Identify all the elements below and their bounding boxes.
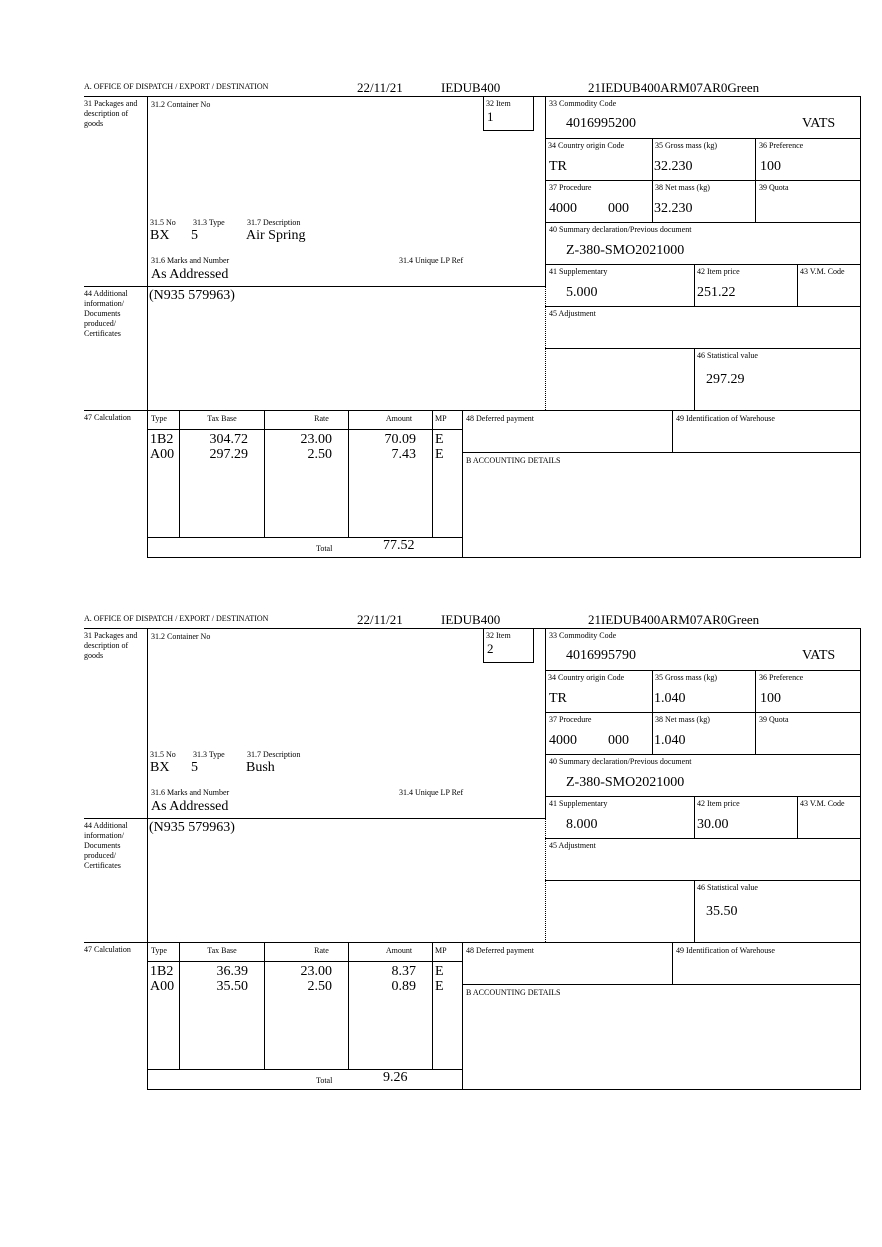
package-no: BX [150, 760, 170, 775]
col-amount-label: Amount [385, 946, 413, 955]
summary-declaration: Z-380-SMO2021000 [566, 775, 685, 790]
statistical-value: 35.50 [706, 904, 738, 919]
country-origin: TR [549, 159, 567, 174]
net-mass: 32.230 [654, 201, 693, 216]
calculation-label: 47 Calculation [84, 945, 131, 954]
total-amount: 9.26 [383, 1070, 408, 1085]
item-label: 32 Item [486, 99, 511, 108]
tax-amount: 70.09 [384, 432, 416, 447]
commodity-code-label: 33 Commodity Code [549, 99, 617, 108]
container-no-label: 31.2 Container No [151, 100, 211, 109]
col-rate-label: Rate [314, 946, 329, 955]
marks-label: 31.6 Marks and Number [151, 256, 230, 265]
additional-info-label: 44 Additional information/ Documents produced/ Certificates [84, 821, 128, 870]
office-dispatch-label: A. OFFICE OF DISPATCH / EXPORT / DESTINATION [84, 82, 269, 91]
declaration-sheet [0, 612, 882, 1132]
item-price-label: 42 Item price [697, 799, 740, 808]
goods-description: Bush [246, 760, 275, 775]
additional-info-label: 44 Additional information/ Documents produced/ Certificates [84, 289, 128, 338]
gross-mass-label: 35 Gross mass (kg) [655, 673, 717, 682]
col-tax-base-label: Tax Base [207, 946, 237, 955]
goods-description: Air Spring [246, 228, 306, 243]
calculation-label: 47 Calculation [84, 413, 131, 422]
preference-label: 36 Preference [759, 141, 804, 150]
container-no-label: 31.2 Container No [151, 632, 211, 641]
preference: 100 [760, 691, 781, 706]
marks: As Addressed [151, 799, 229, 814]
item-number: 1 [487, 109, 494, 124]
unique-lp-ref-label: 31.4 Unique LP Ref [399, 788, 464, 797]
office-dispatch-label: A. OFFICE OF DISPATCH / EXPORT / DESTINATION [84, 614, 269, 623]
procedure-extra: 000 [608, 201, 629, 216]
tax-amount: 0.89 [391, 979, 416, 994]
tax-mp: E [435, 964, 444, 979]
commodity-code: 4016995200 [566, 116, 636, 131]
item-label: 32 Item [486, 631, 511, 640]
package-no-label: 31.5 No [150, 218, 176, 227]
tax-rate: 2.50 [307, 447, 332, 462]
accounting-details-label: B ACCOUNTING DETAILS [466, 988, 561, 997]
gross-mass: 32.230 [654, 159, 693, 174]
col-mp-label: MP [435, 946, 447, 955]
gross-mass-label: 35 Gross mass (kg) [655, 141, 717, 150]
package-no: BX [150, 228, 170, 243]
vm-code-label: 43 V.M. Code [800, 799, 845, 808]
preference-label: 36 Preference [759, 673, 804, 682]
accounting-details-label: B ACCOUNTING DETAILS [466, 456, 561, 465]
tax-base: 35.50 [216, 979, 248, 994]
net-mass-label: 38 Net mass (kg) [655, 183, 710, 192]
tax-base: 297.29 [209, 447, 248, 462]
package-type-label: 31.3 Type [193, 750, 225, 759]
col-amount-label: Amount [385, 414, 413, 423]
commodity-suffix: VATS [802, 648, 836, 663]
marks: As Addressed [151, 267, 229, 282]
quota-label: 39 Quota [759, 715, 789, 724]
tax-rate: 23.00 [300, 432, 332, 447]
tax-mp: E [435, 432, 444, 447]
total-label: Total [316, 544, 333, 553]
packages-label: 31 Packages and description of goods [84, 631, 138, 660]
warehouse-id-label: 49 Identification of Warehouse [676, 414, 775, 423]
description-label: 31.7 Description [247, 218, 301, 227]
declaration-date: 22/11/21 [357, 612, 403, 627]
deferred-payment-label: 48 Deferred payment [466, 946, 534, 955]
item-price: 251.22 [697, 285, 736, 300]
commodity-suffix: VATS [802, 116, 836, 131]
tax-amount: 7.43 [391, 447, 416, 462]
col-tax-base-label: Tax Base [207, 414, 237, 423]
unique-lp-ref-label: 31.4 Unique LP Ref [399, 256, 464, 265]
tax-amount: 8.37 [391, 964, 416, 979]
net-mass-label: 38 Net mass (kg) [655, 715, 710, 724]
supplementary: 8.000 [566, 817, 598, 832]
country-origin-label: 34 Country origin Code [548, 141, 625, 150]
col-type-label: Type [151, 414, 167, 423]
package-type-label: 31.3 Type [193, 218, 225, 227]
adjustment-label: 45 Adjustment [549, 841, 596, 850]
commodity-code: 4016995790 [566, 648, 636, 663]
packages-label: 31 Packages and description of goods [84, 99, 138, 128]
tax-rate: 2.50 [307, 979, 332, 994]
tax-mp: E [435, 979, 444, 994]
declaration-sheet [0, 80, 882, 600]
vm-code-label: 43 V.M. Code [800, 267, 845, 276]
gross-mass: 1.040 [654, 691, 686, 706]
office-code: IEDUB400 [441, 80, 501, 95]
procedure-extra: 000 [608, 733, 629, 748]
col-mp-label: MP [435, 414, 447, 423]
tax-type: A00 [150, 447, 175, 462]
preference: 100 [760, 159, 781, 174]
package-type: 5 [191, 228, 198, 243]
tax-base: 36.39 [216, 964, 248, 979]
col-rate-label: Rate [314, 414, 329, 423]
tax-mp: E [435, 447, 444, 462]
statistical-value: 297.29 [706, 372, 745, 387]
tax-base: 304.72 [209, 432, 248, 447]
summary-declaration: Z-380-SMO2021000 [566, 243, 685, 258]
description-label: 31.7 Description [247, 750, 301, 759]
item-price-label: 42 Item price [697, 267, 740, 276]
procedure-label: 37 Procedure [549, 183, 592, 192]
commodity-code-label: 33 Commodity Code [549, 631, 617, 640]
adjustment-label: 45 Adjustment [549, 309, 596, 318]
declaration-date: 22/11/21 [357, 80, 403, 95]
warehouse-id-label: 49 Identification of Warehouse [676, 946, 775, 955]
col-type-label: Type [151, 946, 167, 955]
package-type: 5 [191, 760, 198, 775]
quota-label: 39 Quota [759, 183, 789, 192]
supplementary: 5.000 [566, 285, 598, 300]
item-number: 2 [487, 641, 494, 656]
summary-declaration-label: 40 Summary declaration/Previous document [549, 225, 692, 234]
additional-info: (N935 579963) [149, 820, 235, 835]
statistical-value-label: 46 Statistical value [697, 351, 758, 360]
total-amount: 77.52 [383, 538, 415, 553]
tax-type: 1B2 [150, 964, 174, 979]
supplementary-label: 41 Supplementary [549, 799, 608, 808]
country-origin-label: 34 Country origin Code [548, 673, 625, 682]
tax-rate: 23.00 [300, 964, 332, 979]
procedure: 4000 [549, 201, 577, 216]
supplementary-label: 41 Supplementary [549, 267, 608, 276]
summary-declaration-label: 40 Summary declaration/Previous document [549, 757, 692, 766]
country-origin: TR [549, 691, 567, 706]
declaration-reference: 21IEDUB400ARM07AR0Green [588, 80, 760, 95]
statistical-value-label: 46 Statistical value [697, 883, 758, 892]
procedure: 4000 [549, 733, 577, 748]
total-label: Total [316, 1076, 333, 1085]
deferred-payment-label: 48 Deferred payment [466, 414, 534, 423]
marks-label: 31.6 Marks and Number [151, 788, 230, 797]
item-price: 30.00 [697, 817, 729, 832]
procedure-label: 37 Procedure [549, 715, 592, 724]
net-mass: 1.040 [654, 733, 686, 748]
tax-type: A00 [150, 979, 175, 994]
additional-info: (N935 579963) [149, 288, 235, 303]
office-code: IEDUB400 [441, 612, 501, 627]
declaration-reference: 21IEDUB400ARM07AR0Green [588, 612, 760, 627]
package-no-label: 31.5 No [150, 750, 176, 759]
tax-type: 1B2 [150, 432, 174, 447]
